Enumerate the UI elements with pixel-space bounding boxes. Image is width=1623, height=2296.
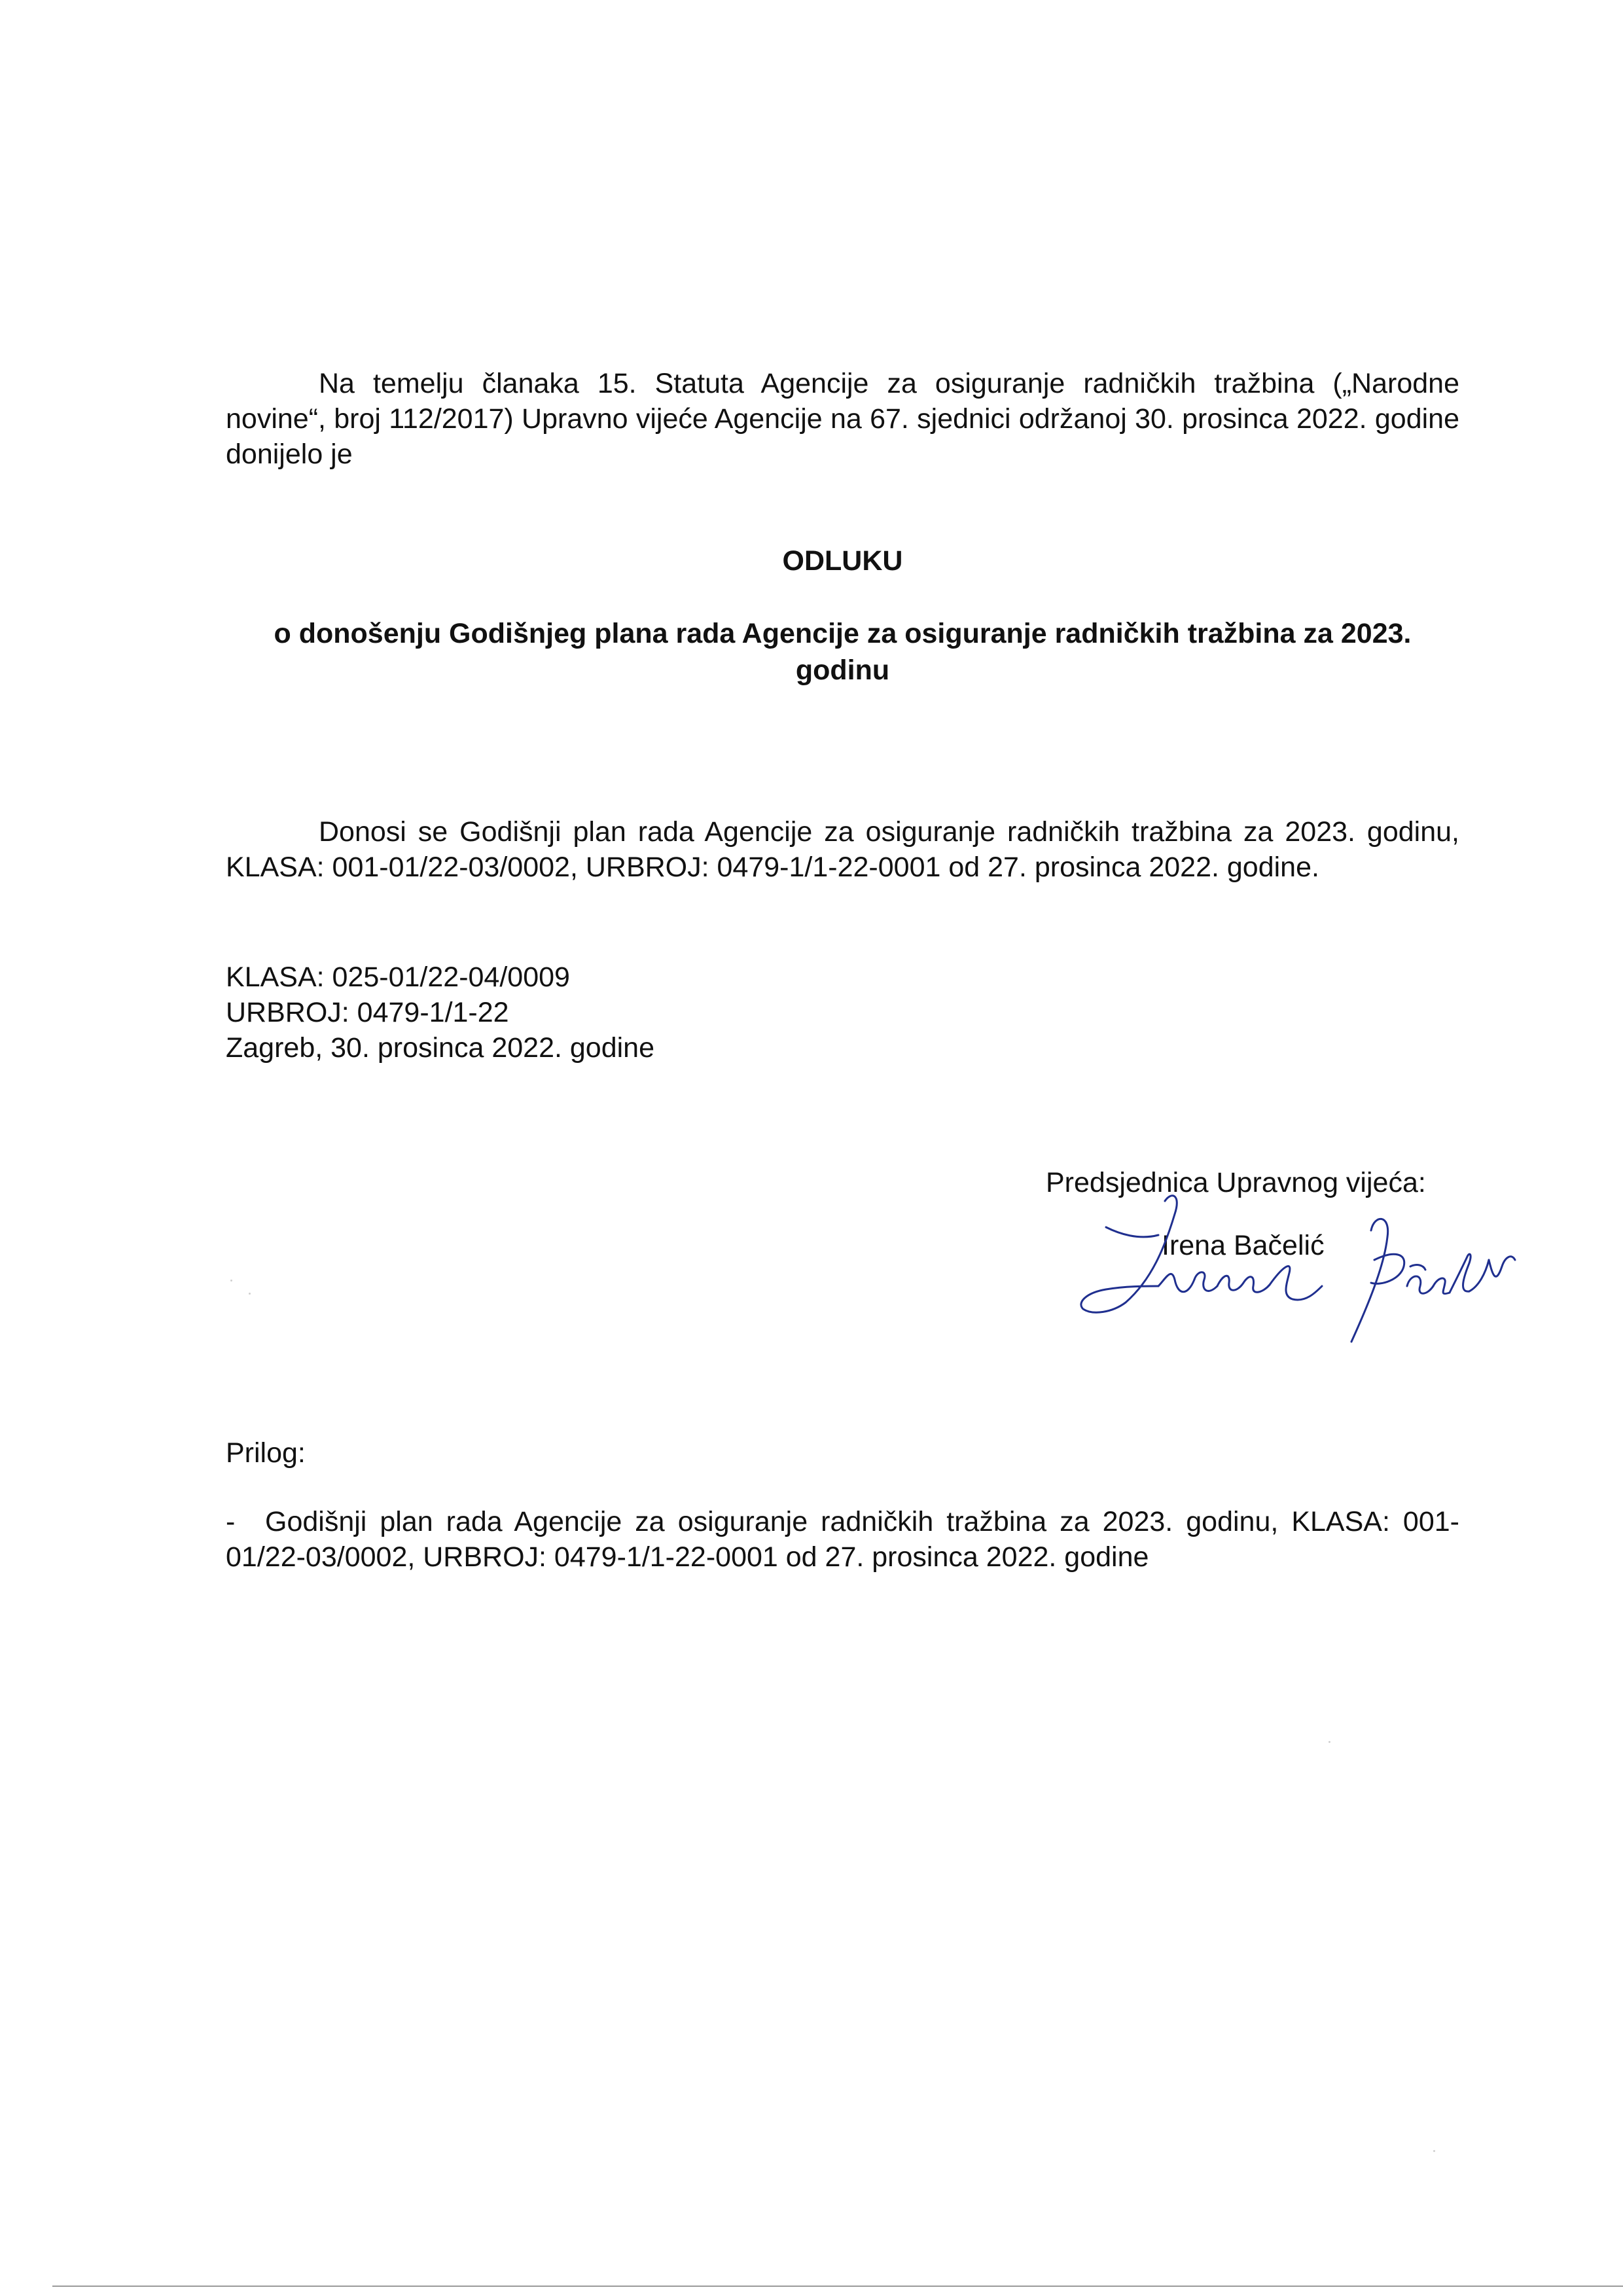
reference-urbroj: URBROJ: 0479-1/1-22 bbox=[226, 997, 509, 1028]
intro-paragraph: Na temelju članaka 15. Statuta Agencije za osiguranje radničkih tražbina („Narodne novine“, broj 112/2017) Upravno vijeće Agencije na 67. sjednici održanoj 30. prosinca 2022. godine donijelo je bbox=[226, 368, 1459, 470]
reference-place-date: Zagreb, 30. prosinca 2022. godine bbox=[226, 1032, 655, 1064]
scan-speck bbox=[249, 1293, 251, 1295]
scan-speck bbox=[1433, 2150, 1435, 2152]
decision-subtitle-line-1: o donošenju Godišnjeg plana rada Agencije za osiguranje radničkih tražbina za 2023. bbox=[274, 618, 1412, 649]
attachment-label: Prilog: bbox=[226, 1437, 306, 1469]
attachment-bullet: - bbox=[226, 1506, 236, 1537]
decision-body-paragraph: Donosi se Godišnji plan rada Agencije za osiguranje radničkih tražbina za 2023. godinu, KLASA: 001-01/22-03/0002, URBROJ: 0479-1/1-22-0001 od 27. prosinca 2022. godine. bbox=[226, 816, 1459, 883]
handwritten-signature bbox=[1067, 1188, 1518, 1365]
scan-speck bbox=[1329, 1741, 1330, 1743]
reference-klasa: KLASA: 025-01/22-04/0009 bbox=[226, 961, 570, 993]
reference-block bbox=[226, 960, 1459, 1066]
signer-name: Irena Bačelić bbox=[1162, 1230, 1325, 1261]
attachment-item bbox=[226, 1504, 1459, 1575]
signature-title: Predsjednica Upravnog vijeća: bbox=[1046, 1167, 1426, 1198]
decision-subtitle-line-2: godinu bbox=[795, 655, 890, 686]
scan-speck bbox=[230, 1280, 232, 1282]
scan-bottom-edge bbox=[52, 2286, 1623, 2287]
attachment-item-text: Godišnji plan rada Agencije za osiguranje radničkih tražbina za 2023. godinu, KLASA: 001-01/22-03/0002, URBROJ: 0479-1/1-22-0001 od 27. prosinca 2022. godine bbox=[226, 1506, 1459, 1573]
decision-subtitle bbox=[226, 615, 1459, 689]
decision-title: ODLUKU bbox=[782, 545, 903, 577]
